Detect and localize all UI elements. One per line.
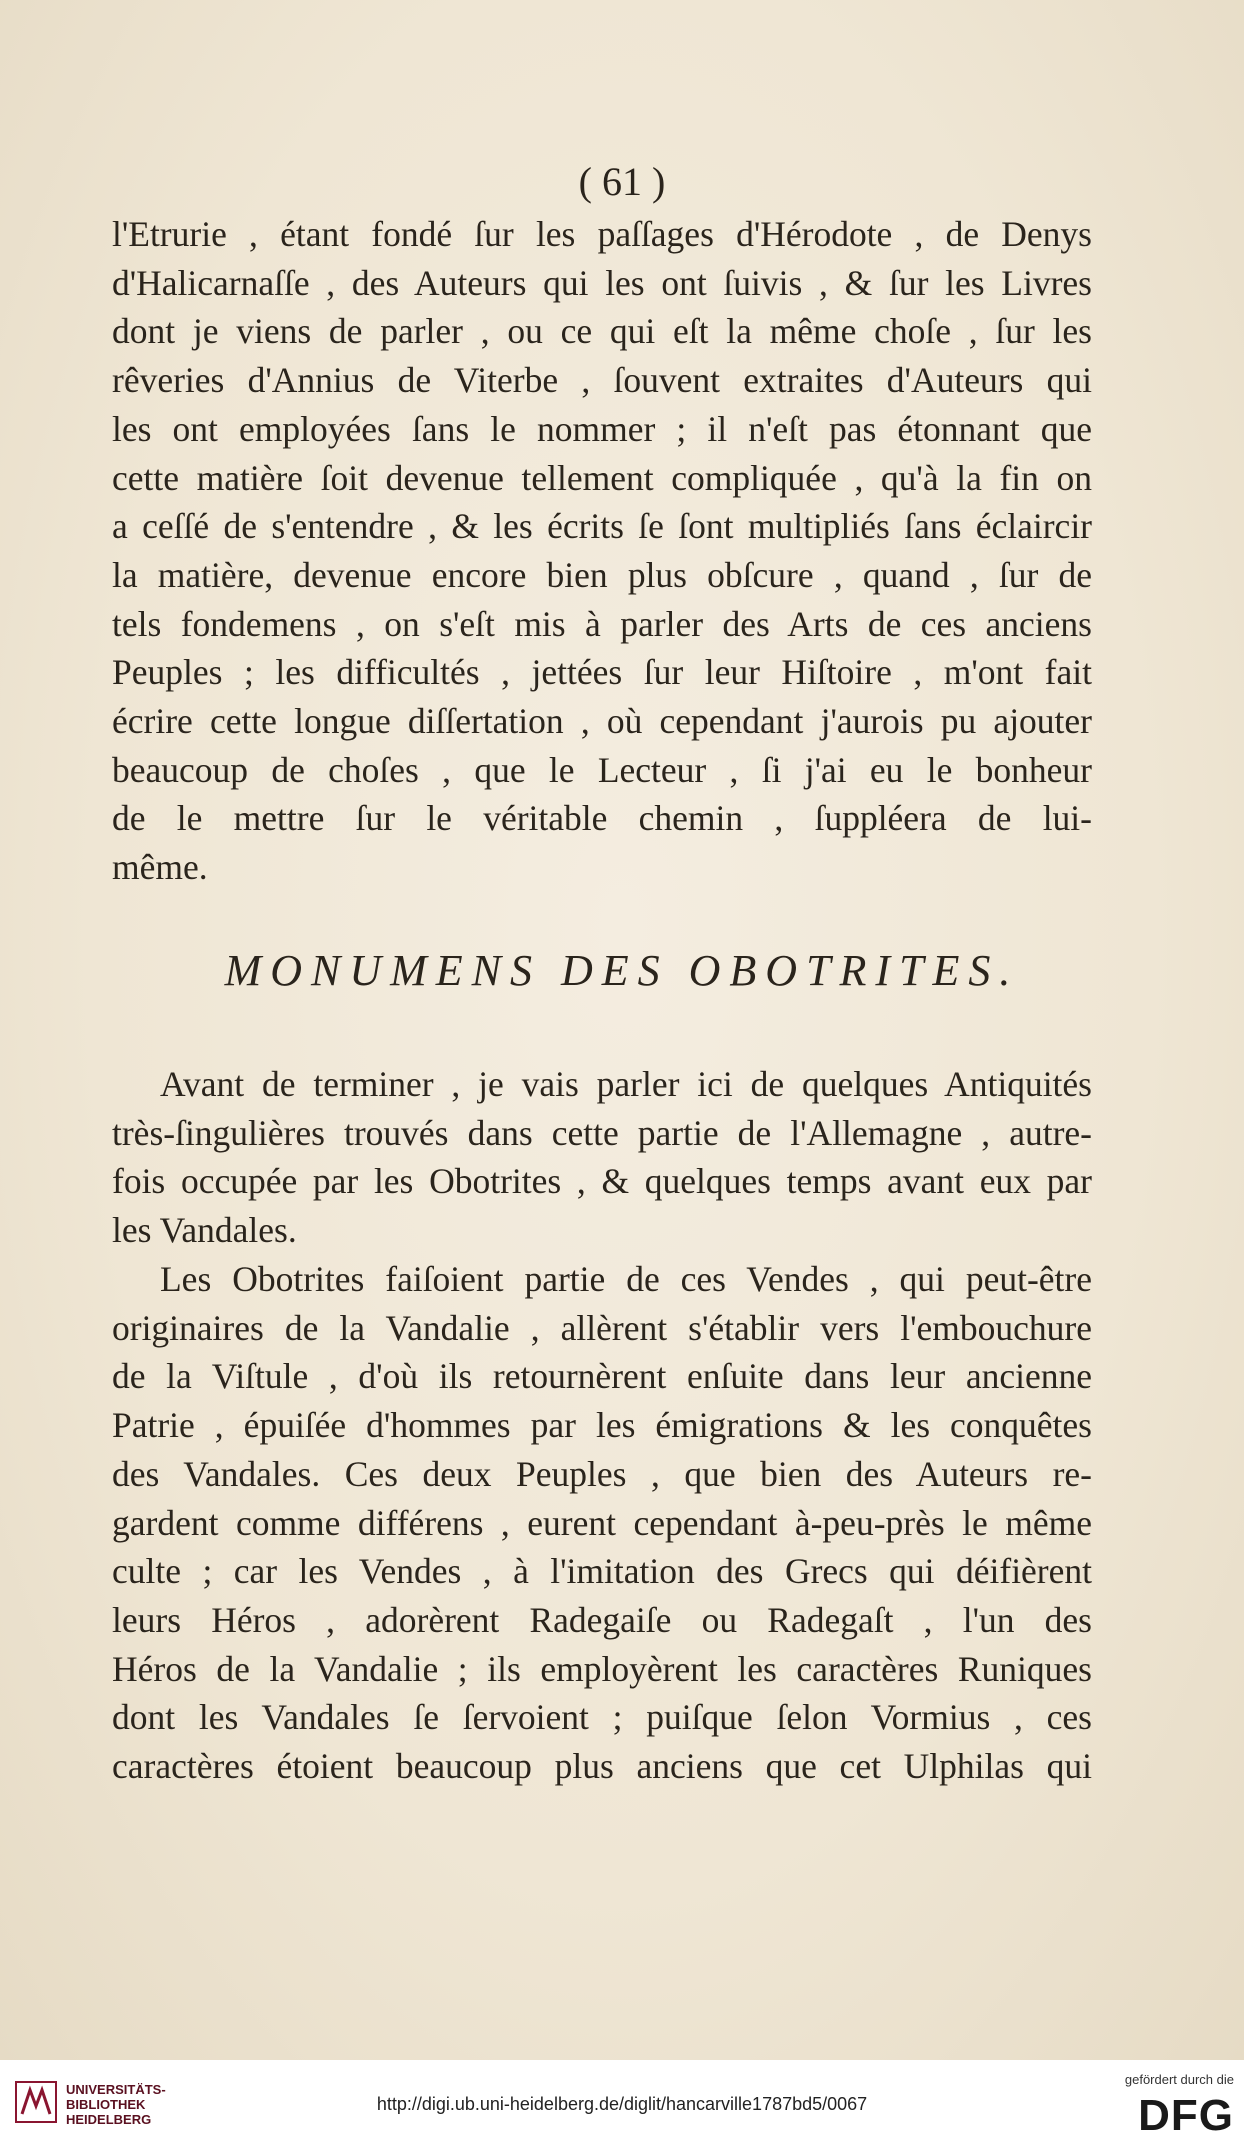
text-line: dont je viens de parler , ou ce qui eſt la même choſe , ſur les — [112, 311, 1092, 352]
source-url-link[interactable]: http://digi.ub.uni-heidelberg.de/diglit/hancarville1787bd5/0067 — [376, 2094, 868, 2114]
text-line: Les Obotrites faiſoient partie de ces Vendes , qui peut-être — [160, 1259, 1092, 1299]
library-name-line: UNIVERSITÄTS- — [66, 2082, 166, 2097]
text-line: très-ſingulières trouvés dans cette partie de l'Allemagne , autre- — [112, 1112, 1092, 1153]
text-line: gardent comme différens , eurent cependant à-peu-près le même — [112, 1502, 1092, 1543]
section-heading: MONUMENS DES OBOTRITES. — [224, 946, 1020, 995]
text-line: Patrie , épuiſée d'hommes par les émigrations & les conquêtes — [112, 1405, 1092, 1446]
text-line: dont les Vandales ſe ſervoient ; puiſque ſelon Vormius , ces — [112, 1697, 1092, 1738]
text-line: la matière, devenue encore bien plus obſcure , quand , ſur de — [112, 554, 1092, 595]
text-line: d'Halicarnaſſe , des Auteurs qui les ont ſuivis , & ſur les Livres — [112, 262, 1092, 303]
text-line: beaucoup de choſes , que le Lecteur , ſi j'ai eu le bonheur — [112, 749, 1092, 790]
text-line: Héros de la Vandalie ; ils employèrent les caractères Runiques — [112, 1648, 1092, 1689]
text-line: les ont employées ſans le nommer ; il n'eſt pas étonnant que — [112, 408, 1092, 449]
paragraph-2 — [112, 1060, 1092, 1255]
text-line: rêveries d'Annius de Viterbe , ſouvent extraites d'Auteurs qui — [112, 360, 1092, 401]
text-line: écrire cette longue diſſertation , où cependant j'aurois pu ajouter — [112, 701, 1092, 742]
text-line: de le mettre ſur le véritable chemin , ſuppléera de lui- — [112, 798, 1092, 839]
text-line: l'Etrurie , étant fondé ſur les paſſages d'Hérodote , de Denys — [112, 214, 1092, 254]
funding-label: gefördert durch die — [1124, 2072, 1234, 2087]
text-line: leurs Héros , adorèrent Radegaiſe ou Radegaſt , l'un des — [112, 1599, 1092, 1640]
text-line: originaires de la Vandalie , allèrent s'établir vers l'embouchure — [112, 1307, 1092, 1348]
text-line: Avant de terminer , je vais parler ici de quelques Antiquités — [160, 1064, 1092, 1104]
library-name-line: HEIDELBERG — [66, 2112, 152, 2127]
text-line: tels fondemens , on s'eſt mis à parler des Arts de ces anciens — [112, 603, 1092, 644]
paragraph-3 — [112, 1255, 1092, 1791]
paragraph-1 — [112, 210, 1092, 892]
text-line: de la Viſtule , d'où ils retournèrent enſuite dans leur ancienne — [112, 1356, 1092, 1397]
text-line: fois occupée par les Obotrites , & quelques temps avant eux par — [112, 1161, 1092, 1202]
text-line: culte ; car les Vendes , à l'imitation des Grecs qui déifièrent — [112, 1551, 1092, 1592]
dfg-logo: DFG — [1138, 2091, 1234, 2140]
text-line: des Vandales. Ces deux Peuples , que bien des Auteurs re- — [112, 1453, 1092, 1494]
text-line: les Vandales. — [112, 1210, 297, 1251]
text-line: caractères étoient beaucoup plus anciens que cet Ulphilas qui — [112, 1746, 1092, 1787]
text-line: cette matière ſoit devenue tellement compliquée , qu'à la fin on — [112, 457, 1092, 498]
library-name-line: BIBLIOTHEK — [66, 2097, 146, 2112]
text-line: même. — [112, 847, 208, 888]
page-number: ( 61 ) — [578, 159, 666, 204]
text-line: Peuples ; les difficultés , jettées ſur leur Hiſtoire , m'ont fait — [112, 652, 1092, 693]
text-line: a ceſſé de s'entendre , & les écrits ſe ſont multipliés ſans éclaircir — [112, 506, 1092, 547]
